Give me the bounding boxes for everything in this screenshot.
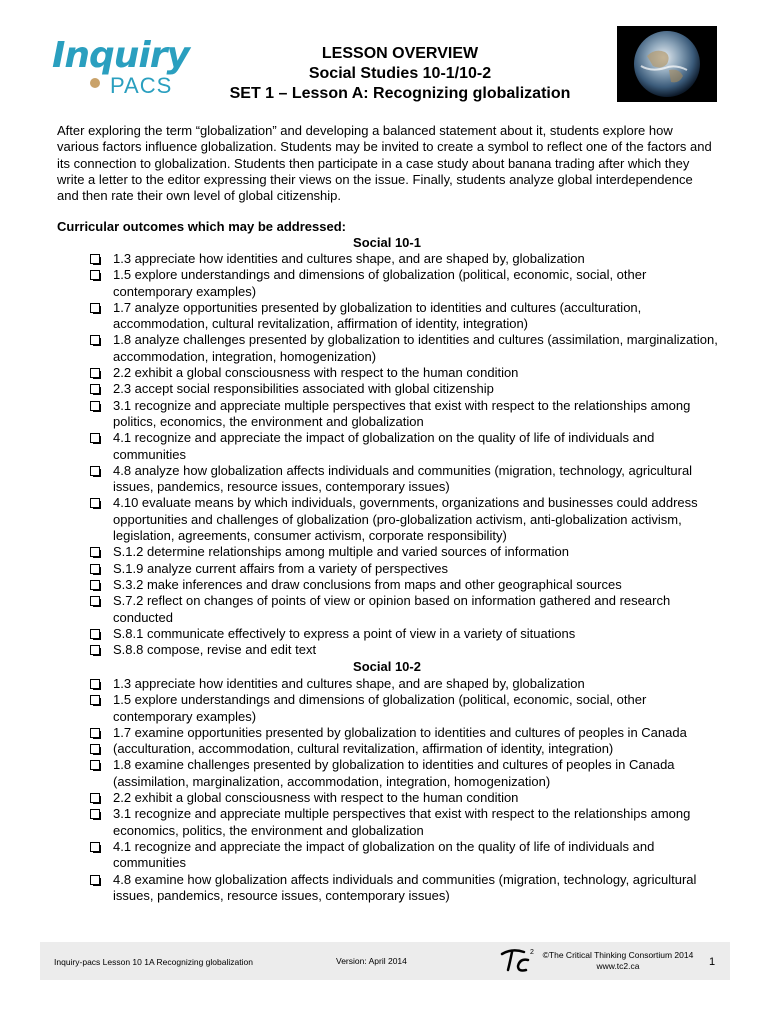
social-10-2-heading: Social 10-2 <box>353 659 421 674</box>
checkbox-icon <box>90 728 100 738</box>
list-item: 1.8 analyze challenges presented by globalization to identities and cultures (assimilation, marginalization, accommodation, integration, homogenization) <box>90 332 720 365</box>
logo-dot-icon <box>90 78 100 88</box>
checkbox-icon <box>90 335 100 345</box>
checkbox-icon <box>90 645 100 655</box>
list-item: 2.2 exhibit a global consciousness with respect to the human condition <box>90 365 720 381</box>
list-item: 4.1 recognize and appreciate the impact of globalization on the quality of life of individuals and communities <box>90 839 720 872</box>
checkbox-icon <box>90 433 100 443</box>
list-item: 1.5 explore understandings and dimensions of globalization (political, economic, social, other contemporary examples) <box>90 267 720 300</box>
list-item: 4.1 recognize and appreciate the impact of globalization on the quality of life of individuals and communities <box>90 430 720 463</box>
list-item: S.1.2 determine relationships among multiple and varied sources of information <box>90 544 720 560</box>
list-item: 2.2 exhibit a global consciousness with respect to the human condition <box>90 790 720 806</box>
list-item: (acculturation, accommodation, cultural revitalization, affirmation of identity, integration) <box>90 741 720 757</box>
logo-text-pacs: PACS <box>110 73 173 98</box>
list-item: 1.3 appreciate how identities and cultures shape, and are shaped by, globalization <box>90 251 720 267</box>
lesson-header <box>200 44 600 104</box>
logo-text-inquiry: Inquiry <box>52 35 189 76</box>
checkbox-icon <box>90 793 100 803</box>
social-10-1-list <box>90 251 720 658</box>
page-footer <box>40 942 730 980</box>
checkbox-icon <box>90 564 100 574</box>
svg-text:2: 2 <box>530 949 534 956</box>
checkbox-icon <box>90 596 100 606</box>
checkbox-icon <box>90 401 100 411</box>
header-line-3: SET 1 – Lesson A: Recognizing globalization <box>229 85 571 102</box>
checkbox-icon <box>90 760 100 770</box>
list-item: 1.3 appreciate how identities and cultures shape, and are shaped by, globalization <box>90 676 720 692</box>
earth-image <box>617 26 717 102</box>
checkbox-icon <box>90 368 100 378</box>
list-item: S.3.2 make inferences and draw conclusions from maps and other geographical sources <box>90 577 720 593</box>
checkbox-icon <box>90 695 100 705</box>
social-10-2-list <box>90 676 720 904</box>
list-item: 1.8 examine challenges presented by globalization to identities and cultures of peoples in Canada (assimilation, marginalization, accommodation, integration, homogenization) <box>90 757 720 790</box>
footer-copyright-block <box>538 950 698 972</box>
page-number: 1 <box>709 956 716 968</box>
checkbox-icon <box>90 580 100 590</box>
intro-paragraph: After exploring the term “globalization” and developing a balanced statement about it, students explore how various factors influence globalization. Students may be invited to create a symbol to reflect one of the factors and its connection to globalization. Students then participate in a case study about banana trading after which they write a letter to the editor expressing their views on the issue. Finally, students analyze global interdependence and then rate their own level of global citizenship. <box>57 123 712 204</box>
checkbox-icon <box>90 679 100 689</box>
footer-url[interactable]: www.tc2.ca <box>596 961 640 971</box>
list-item: 4.8 examine how globalization affects individuals and communities (migration, technology, agricultural issues, pandemics, resource issues, contemporary issues) <box>90 872 720 905</box>
checkbox-icon <box>90 547 100 557</box>
list-item: S.1.9 analyze current affairs from a variety of perspectives <box>90 561 720 577</box>
checkbox-icon <box>90 254 100 264</box>
list-item: S.7.2 reflect on changes of points of view or opinion based on information gathered and research conducted <box>90 593 720 626</box>
checkbox-icon <box>90 809 100 819</box>
checkbox-icon <box>90 270 100 280</box>
footer-document-name: Inquiry-pacs Lesson 10 1A Recognizing globalization <box>54 957 253 967</box>
list-item: 1.5 explore understandings and dimensions of globalization (political, economic, social, other contemporary examples) <box>90 692 720 725</box>
checkbox-icon <box>90 466 100 476</box>
checkbox-icon <box>90 384 100 394</box>
checkbox-icon <box>90 875 100 885</box>
checkbox-icon <box>90 498 100 508</box>
list-item: 3.1 recognize and appreciate multiple perspectives that exist with respect to the relationships among politics, economics, the environment and globalization <box>90 398 720 431</box>
list-item: S.8.1 communicate effectively to express a point of view in a variety of situations <box>90 626 720 642</box>
list-item: 3.1 recognize and appreciate multiple perspectives that exist with respect to the relationships among economics, politics, the environment and globalization <box>90 806 720 839</box>
social-10-1-heading: Social 10-1 <box>353 235 421 250</box>
list-item: S.8.8 compose, revise and edit text <box>90 642 720 658</box>
header-line-2: Social Studies 10-1/10-2 <box>308 65 492 82</box>
checkbox-icon <box>90 744 100 754</box>
header-line-1: LESSON OVERVIEW <box>321 45 479 62</box>
list-item: 4.8 analyze how globalization affects individuals and communities (migration, technology, agricultural issues, pandemics, resource issues, contemporary issues) <box>90 463 720 496</box>
list-item: 4.10 evaluate means by which individuals, governments, organizations and businesses could address opportunities and challenges of globalization (pro-globalization activism, anti-globalization activism, legislation, agreements, consumer activism, corporate responsibility) <box>90 495 720 544</box>
footer-version: Version: April 2014 <box>336 956 407 966</box>
checkbox-icon <box>90 303 100 313</box>
list-item: 2.3 accept social responsibilities associated with global citizenship <box>90 381 720 397</box>
checkbox-icon <box>90 842 100 852</box>
inquiry-pacs-logo <box>52 35 212 102</box>
footer-copyright: ©The Critical Thinking Consortium 2014 <box>542 950 694 960</box>
list-item: 1.7 analyze opportunities presented by globalization to identities and cultures (acculturation, accommodation, cultural revitalization, affirmation of identity, integration) <box>90 300 720 333</box>
list-item: 1.7 examine opportunities presented by globalization to identities and cultures of peoples in Canada <box>90 725 720 741</box>
tc2-logo-icon <box>498 946 538 976</box>
outcomes-heading: Curricular outcomes which may be addressed: <box>57 219 346 234</box>
checkbox-icon <box>90 629 100 639</box>
